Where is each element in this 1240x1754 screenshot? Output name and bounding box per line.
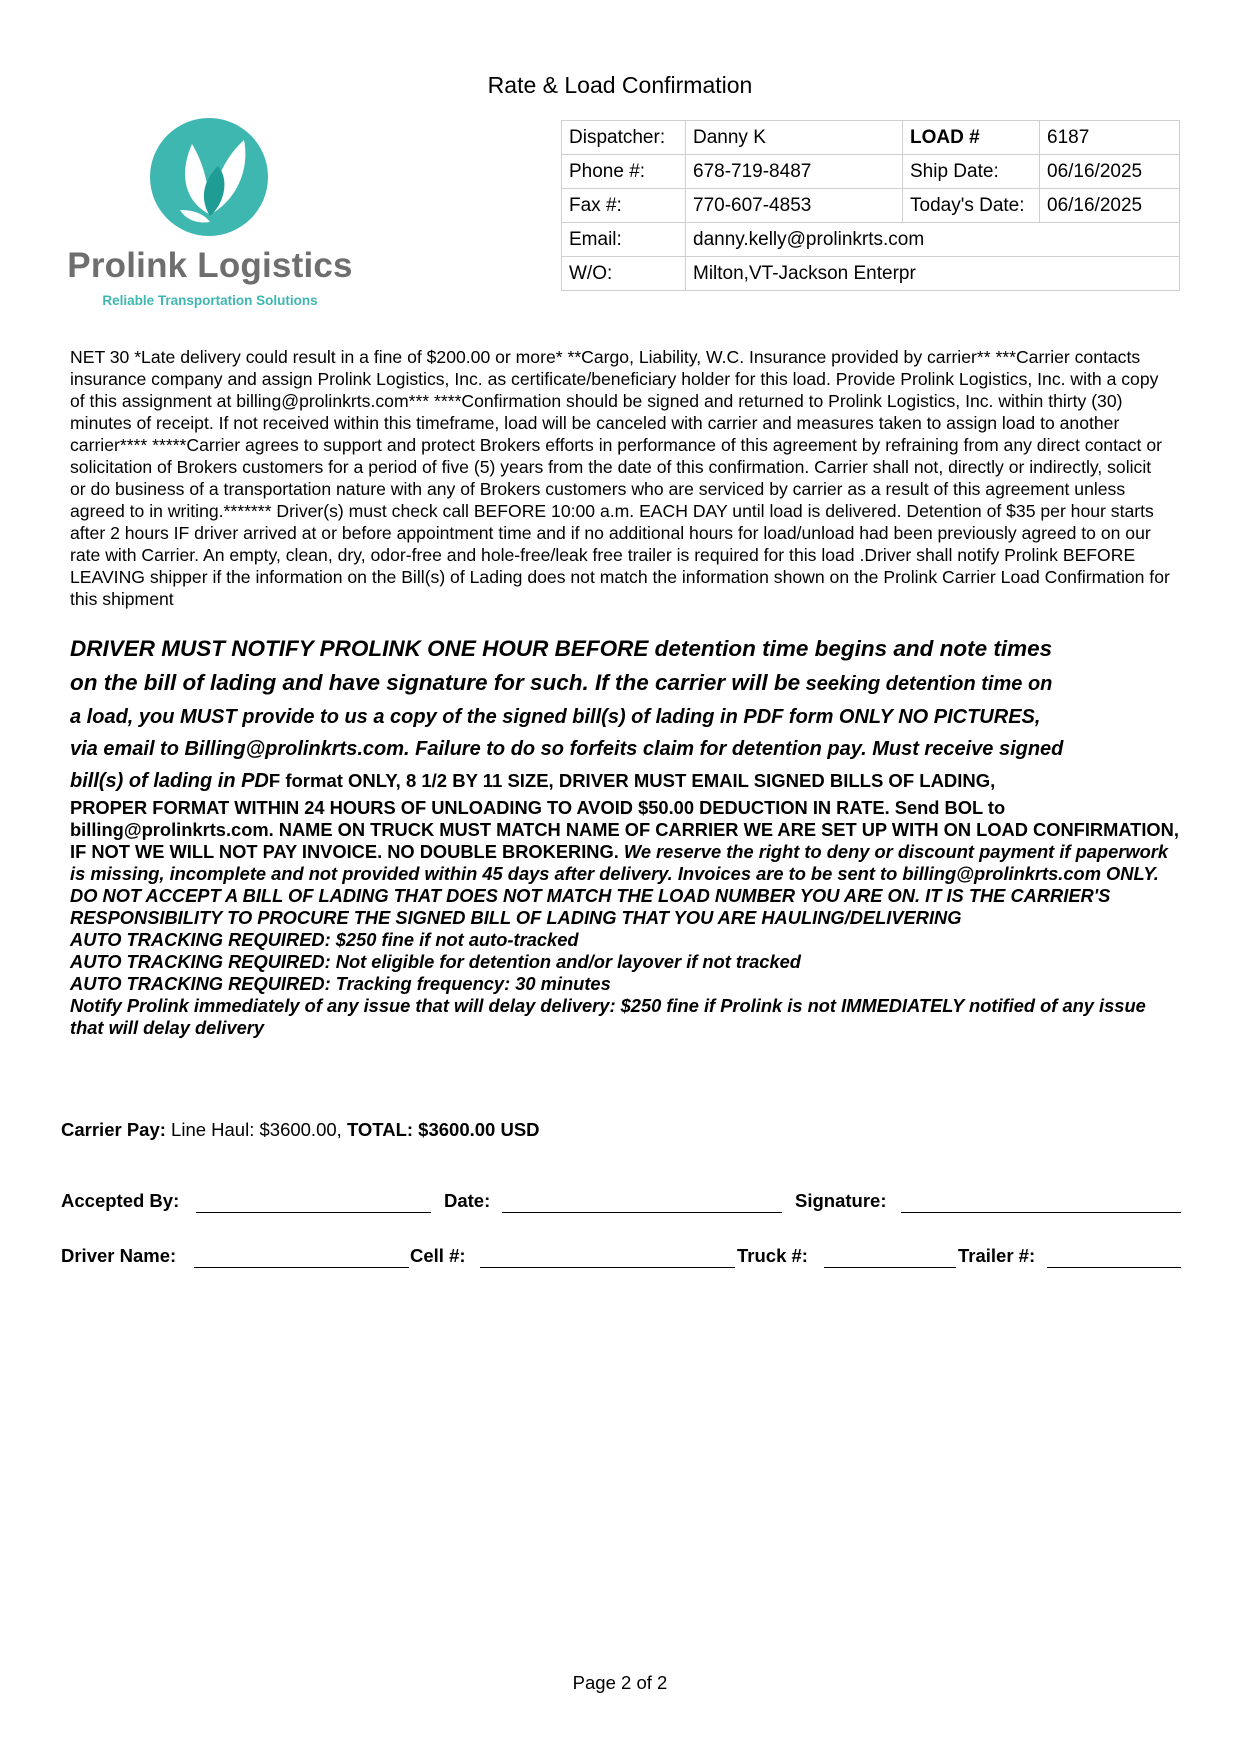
load-info-table <box>561 120 1180 291</box>
acceptance-row <box>61 1190 1181 1220</box>
tracking-line-3: AUTO TRACKING REQUIRED: Tracking frequency: 30 minutes <box>70 973 611 994</box>
ship-date-label: Ship Date: <box>903 155 1040 189</box>
detention-line-2a: on the bill of lading and have signature for such. If the carrier will be <box>70 670 801 695</box>
email-value: danny.kelly@prolinkrts.com <box>686 223 1180 257</box>
detention-line-5 <box>70 765 1180 797</box>
load-number-label: LOAD # <box>903 121 1040 155</box>
pay-total: TOTAL: $3600.00 USD <box>346 1119 540 1140</box>
table-row <box>562 223 1180 257</box>
driver-name-label: Driver Name: <box>61 1245 177 1266</box>
signature-label: Signature: <box>795 1190 887 1211</box>
table-row <box>562 189 1180 223</box>
line-haul: Line Haul: $3600.00, <box>165 1119 347 1140</box>
terms-paragraph: NET 30 *Late delivery could result in a fine of $200.00 or more* **Cargo, Liability, W.C. Insurance provided by carrier** ***Carrier contacts insurance company and assign Prolink Logistics, Inc. as certificate/beneficiary holder for this load. Provide Prolink Logistics, Inc. with a copy of this assignment at billing@prolinkrts.com*** ****Confirmation should be signed and returned to Prolink Logistics, Inc. within thirty (30) minutes of receipt. If not received within this timeframe, load will be canceled with carrier and measures taken to assign load to another carrier**** *****Carrier agrees to support and protect Brokers efforts in performance of this agreement by refraining from any direct contact or solicitation of Brokers customers for a period of five (5) years from the date of this confirmation. Carrier shall not, directly or indirectly, solicit or do business of a transportation nature with any of Brokers customers who are serviced by carrier as a result of this agreement unless agreed to in writing.******* Driver(s) must check call BEFORE 10:00 a.m. EACH DAY until load is delivered. Detention of $35 per hour starts after 2 hours IF driver arrived at or before appointment time and if no additional hours for load/unload had been previously agreed to on our rate with Carrier. An empty, clean, dry, odor-free and hole-free/leak free trailer is required for this load .Driver shall notify Prolink BEFORE LEAVING shipper if the information on the Bill(s) of Lading does not match the information shown on the Prolink Carrier Load Confirmation for this shipment <box>70 347 1170 609</box>
page-number: Page 2 of 2 <box>572 1672 668 1693</box>
load-number-value: 6187 <box>1040 121 1180 155</box>
detention-line-1: DRIVER MUST NOTIFY PROLINK ONE HOUR BEFORE detention time begins and note times <box>70 636 1053 661</box>
detention-line-5b: F format ONLY, 8 1/2 BY 11 SIZE, DRIVER MUST EMAIL SIGNED BILLS OF LADING, <box>268 770 996 791</box>
bol-match-terms: DO NOT ACCEPT A BILL OF LADING THAT DOES NOT MATCH THE LOAD NUMBER YOU ARE ON. IT IS THE CARRIER'S RESPONSIBILITY TO PROCURE THE SIGNED BILL OF LADING THAT YOU ARE HAULING/DELIVERING <box>70 885 1111 928</box>
signature-field[interactable] <box>901 1212 1181 1213</box>
document-title: Rate & Load Confirmation <box>487 72 753 98</box>
detention-line-4: via email to Billing@prolinkrts.com. Failure to do so forfeits claim for detention pay. Must receive signed <box>70 738 1064 760</box>
table-row <box>562 257 1180 291</box>
fax-label: Fax #: <box>562 189 686 223</box>
company-logo <box>55 118 365 313</box>
leaf-logo-icon <box>150 118 268 236</box>
detention-line-3: a load, you MUST provide to us a copy of the signed bill(s) of lading in PDF form ONLY NO PICTURES, <box>70 706 1041 728</box>
bol-format-text: PROPER FORMAT WITHIN 24 HOURS OF UNLOADING TO AVOID $50.00 DEDUCTION IN RATE. Send BOL to billing@prolinkrts.com. NAME ON TRUCK MUST MATCH NAME OF CARRIER WE ARE SET UP WITH ON LOAD CONFIRMATION, IF NOT WE WILL NOT PAY INVOICE. NO DOUBLE BROKERING. <box>70 797 1179 862</box>
accepted-by-label: Accepted By: <box>61 1190 180 1211</box>
date-field[interactable] <box>502 1212 782 1213</box>
wo-label: W/O: <box>562 257 686 291</box>
wo-value: Milton,VT-Jackson Enterpr <box>686 257 1180 291</box>
table-row <box>562 121 1180 155</box>
truck-label: Truck #: <box>737 1245 808 1266</box>
todays-date-value: 06/16/2025 <box>1040 189 1180 223</box>
carrier-pay <box>61 1119 540 1141</box>
detention-line-2b: seeking detention time on <box>800 673 1053 695</box>
phone-value: 678-719-8487 <box>686 155 903 189</box>
truck-field[interactable] <box>824 1267 956 1268</box>
detention-terms <box>70 632 1180 1039</box>
payment-reserve-text: We reserve the right to deny or discount payment if paperwork is missing, incomplete and not provided within 45 days after delivery. Invoices are to be sent to billing@prolinkrts.com ONLY. <box>70 841 1169 884</box>
bol-format-terms <box>70 797 1180 885</box>
trailer-label: Trailer #: <box>958 1245 1036 1266</box>
table-row <box>562 155 1180 189</box>
tracking-line-1: AUTO TRACKING REQUIRED: $250 fine if not auto-tracked <box>70 929 579 950</box>
email-label: Email: <box>562 223 686 257</box>
todays-date-label: Today's Date: <box>903 189 1040 223</box>
ship-date-value: 06/16/2025 <box>1040 155 1180 189</box>
date-label: Date: <box>444 1190 491 1211</box>
accepted-by-field[interactable] <box>196 1212 431 1213</box>
detention-line-5a: bill(s) of lading in PD <box>70 770 269 792</box>
carrier-pay-label: Carrier Pay: <box>61 1119 166 1140</box>
phone-label: Phone #: <box>562 155 686 189</box>
delay-notify-terms: Notify Prolink immediately of any issue that will delay delivery: $250 fine if Prolink is not IMMEDIATELY notified of any issue that will delay delivery <box>70 995 1146 1038</box>
driver-name-field[interactable] <box>194 1267 409 1268</box>
trailer-field[interactable] <box>1047 1267 1181 1268</box>
cell-field[interactable] <box>480 1267 735 1268</box>
detention-line-2 <box>70 666 1180 701</box>
tracking-line-2: AUTO TRACKING REQUIRED: Not eligible for detention and/or layover if not tracked <box>70 951 801 972</box>
fax-value: 770-607-4853 <box>686 189 903 223</box>
cell-label: Cell #: <box>410 1245 466 1266</box>
dispatcher-label: Dispatcher: <box>562 121 686 155</box>
dispatcher-value: Danny K <box>686 121 903 155</box>
company-name: Prolink Logistics <box>67 246 353 285</box>
company-tagline: Reliable Transportation Solutions <box>102 293 318 308</box>
driver-row <box>61 1245 1181 1275</box>
